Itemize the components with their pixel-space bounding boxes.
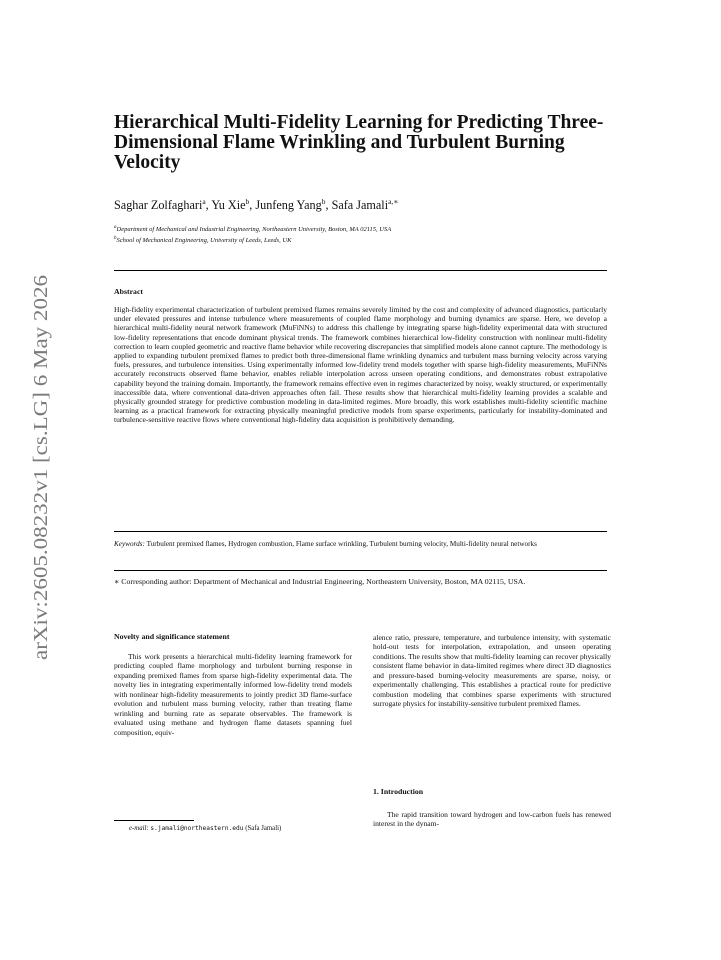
affiliation-mark: b [114, 235, 117, 241]
footnote [129, 825, 281, 832]
author-affil-mark: b [321, 196, 326, 206]
footnote-email[interactable]: s.jamali@northeastern.edu [150, 825, 244, 832]
footnote-author: (Safa Jamali) [245, 825, 282, 832]
author-name: Junfeng Yang [255, 198, 322, 212]
introduction-text: The rapid transition toward hydrogen and low-carbon fuels has renewed interest in the dynam- [373, 810, 611, 829]
arxiv-stamp-graphic [18, 270, 58, 670]
author-name: Safa Jamali [331, 198, 389, 212]
author-affil-mark: a,∗ [388, 196, 399, 206]
introduction-heading: 1. Introduction [373, 787, 424, 796]
arxiv-identifier-stamp [18, 270, 58, 670]
affiliation-text: Department of Mechanical and Industrial Engineering, Northeastern University, Boston, MA 02115, USA [116, 226, 392, 233]
author-affil-mark: a [202, 196, 206, 206]
affiliation-mark: a [114, 224, 117, 230]
novelty-heading: Novelty and significance statement [114, 632, 230, 641]
abstract-text: High-fidelity experimental characterization of turbulent premixed flames remains severely limited by the cost and complexity of advanced diagnostics, particularly under elevated pressures and intense turbulence where measurements of coupled flame morphology and burning dynamics are sparse. Here, we develop a hierarchical multi-fidelity neural network framework (MuFiNNs) to address this challenge by integrating sparse high-fidelity experimental data with structured low-fidelity representations that encode dominant physical trends. The framework combines hierarchical low-fidelity construction with nonlinear multi-fidelity correction to learn coupled geometric and reactive flame behavior while recovering discrepancies that simplified models alone cannot capture. The methodology is applied to expanding turbulent premixed flames to predict both three-dimensional flame wrinkling dynamics and turbulent mass burning velocity across varying fuels, pressures, and turbulence intensities. Using experimentally informed low-fidelity trend models together with sparse high-fidelity measurements, MuFiNNs accurately reconstructs observed flame behavior, enables reliable interpolation across unseen operating conditions, and demonstrates robust extrapolative capability beyond the training domain. Importantly, the framework remains effective even in regimes characterized by noisy, weakly structured, or experimentally inaccessible data, where conventional data-driven approaches often fail. These results show that hierarchical multi-fidelity learning provides a scalable and physically grounded strategy for predictive combustion modeling in data-limited regimes. More broadly, this work establishes multi-fidelity scientific machine learning as a practical framework for extracting physically meaningful predictive models from sparse experiments, particularly for instability-dominated and turbulence-sensitive reactive flows where conventional high-fidelity data acquisition is prohibitively demanding. [114, 305, 607, 425]
author-name: Yu Xie [211, 198, 246, 212]
author-affil-mark: b [245, 196, 250, 206]
affiliation [114, 225, 614, 235]
divider [114, 531, 607, 532]
abstract-heading: Abstract [114, 287, 144, 296]
arxiv-stamp-text: arXiv:2605.08232v1 [cs.LG] 6 May 2026 [30, 325, 52, 660]
keywords-text: Turbulent premixed flames, Hydrogen combustion, Flame surface wrinkling, Turbulent burning velocity, Multi-fidelity neural networks [146, 540, 537, 548]
affiliation [114, 236, 614, 246]
footnote-rule [114, 820, 194, 821]
divider [114, 270, 607, 271]
corresponding-author-note: ∗ Corresponding author: Department of Mechanical and Industrial Engineering, Northeastern University, Boston, MA 02115, USA. [114, 577, 526, 586]
novelty-text-right: alence ratio, pressure, temperature, and turbulence intensity, with systematic hold-out tests for interpolation, extrapolation, and unseen operating conditions. The results show that multi-fidelity learning can recover physically consistent flame behavior in data-limited regimes where direct 3D diagnostics and pressure-based burning-velocity measurements are sparse, noisy, or experimentally challenging. This establishes a practical route for predictive combustion modeling that combines sparse experiments with structured surrogate physics for instability-sensitive turbulent premixed flames. [373, 633, 611, 709]
author-name: Saghar Zolfaghari [114, 198, 203, 212]
footnote-label: e-mail: [129, 825, 149, 832]
author-list: Saghar Zolfaghari$^a$, Yu Xie$^b$, Junfeng Yang$^b$, Safa Jamali$^{a,∗}$ [114, 196, 399, 212]
keywords-label: Keywords: [114, 540, 145, 548]
keywords [114, 540, 607, 550]
divider [114, 570, 607, 571]
paper-title: Hierarchical Multi-Fidelity Learning for Predicting Three-Dimensional Flame Wrinkling and Turbulent Burning Velocity [114, 112, 604, 173]
novelty-text-left: This work presents a hierarchical multi-fidelity learning framework for predicting coupled flame morphology and turbulent burning response in expanding premixed flames from sparse high-fidelity experimental data. The novelty lies in integrating experimentally informed low-fidelity trend models with nonlinear high-fidelity measurements to jointly predict 3D flame-surface evolution and turbulent mass burning velocity, rather than treating flame wrinkling and burning rate as separate observables. The framework is evaluated using methane and hydrogen flame datasets spanning fuel composition, equiv- [114, 652, 352, 737]
affiliation-text: School of Mechanical Engineering, University of Leeds, Leeds, UK [116, 237, 292, 244]
